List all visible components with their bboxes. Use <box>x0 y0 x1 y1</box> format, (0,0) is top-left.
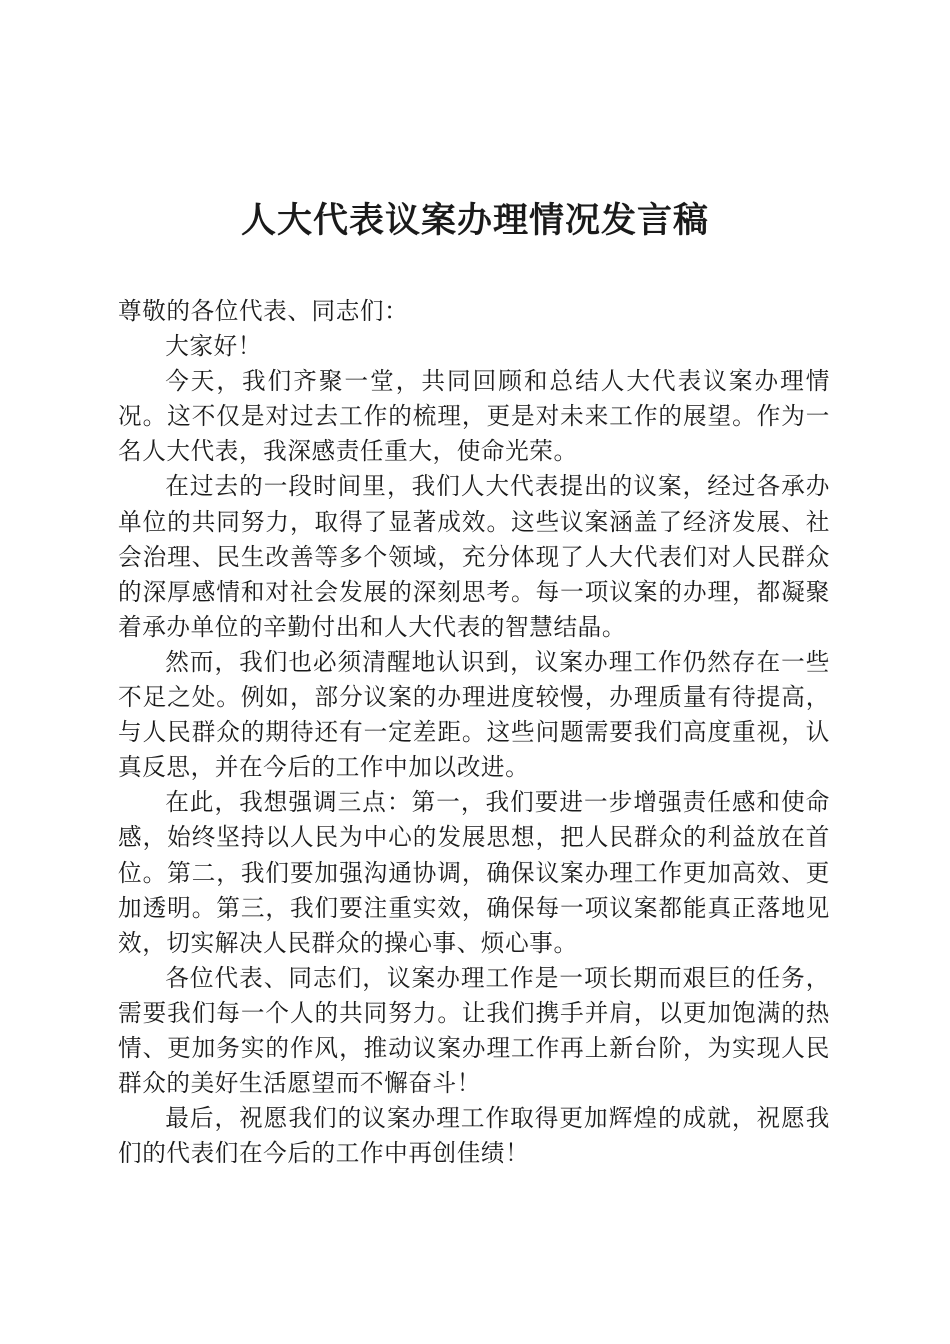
document-title: 人大代表议案办理情况发言稿 <box>240 200 709 241</box>
paragraph-greeting: 大家好！ <box>165 332 262 361</box>
paragraph-closing: 最后，祝愿我们的议案办理工作取得更加辉煌的成就，祝愿我们的代表们在今后的工作中再创佳绩！ <box>118 1104 830 1168</box>
salutation: 尊敬的各位代表、同志们： <box>118 297 409 325</box>
paragraph-call-to-action: 各位代表、同志们，议案办理工作是一项长期而艰巨的任务，需要我们每一个人的共同努力。让我们携手并肩，以更加饱满的热情、更加务实的作风，推动议案办理工作再上新台阶，为实现人民群众的美好生活愿望而不懈奋斗！ <box>118 963 830 1098</box>
document-body <box>118 294 830 1171</box>
paragraph-three-points: 在此，我想强调三点：第一，我们要进一步增强责任感和使命感，始终坚持以人民为中心的发展思想，把人民群众的利益放在首位。第二，我们要加强沟通协调，确保议案办理工作更加高效、更加透明。第三，我们要注重实效，确保每一项议案都能真正落地见效，切实解决人民群众的操心事、烦心事。 <box>118 788 830 957</box>
paragraph-achievements: 在过去的一段时间里，我们人大代表提出的议案，经过各承办单位的共同努力，取得了显著成效。这些议案涵盖了经济发展、社会治理、民生改善等多个领域，充分体现了人大代表们对人民群众的深厚感情和对社会发展的深刻思考。每一项议案的办理，都凝聚着承办单位的辛勤付出和人大代表的智慧结晶。 <box>118 472 830 641</box>
paragraph-shortcomings: 然而，我们也必须清醒地认识到，议案办理工作仍然存在一些不足之处。例如，部分议案的办理进度较慢，办理质量有待提高，与人民群众的期待还有一定差距。这些问题需要我们高度重视，认真反思，并在今后的工作中加以改进。 <box>118 647 830 782</box>
paragraph-intro: 今天，我们齐聚一堂，共同回顾和总结人大代表议案办理情况。这不仅是对过去工作的梳理，更是对未来工作的展望。作为一名人大代表，我深感责任重大，使命光荣。 <box>118 367 830 466</box>
